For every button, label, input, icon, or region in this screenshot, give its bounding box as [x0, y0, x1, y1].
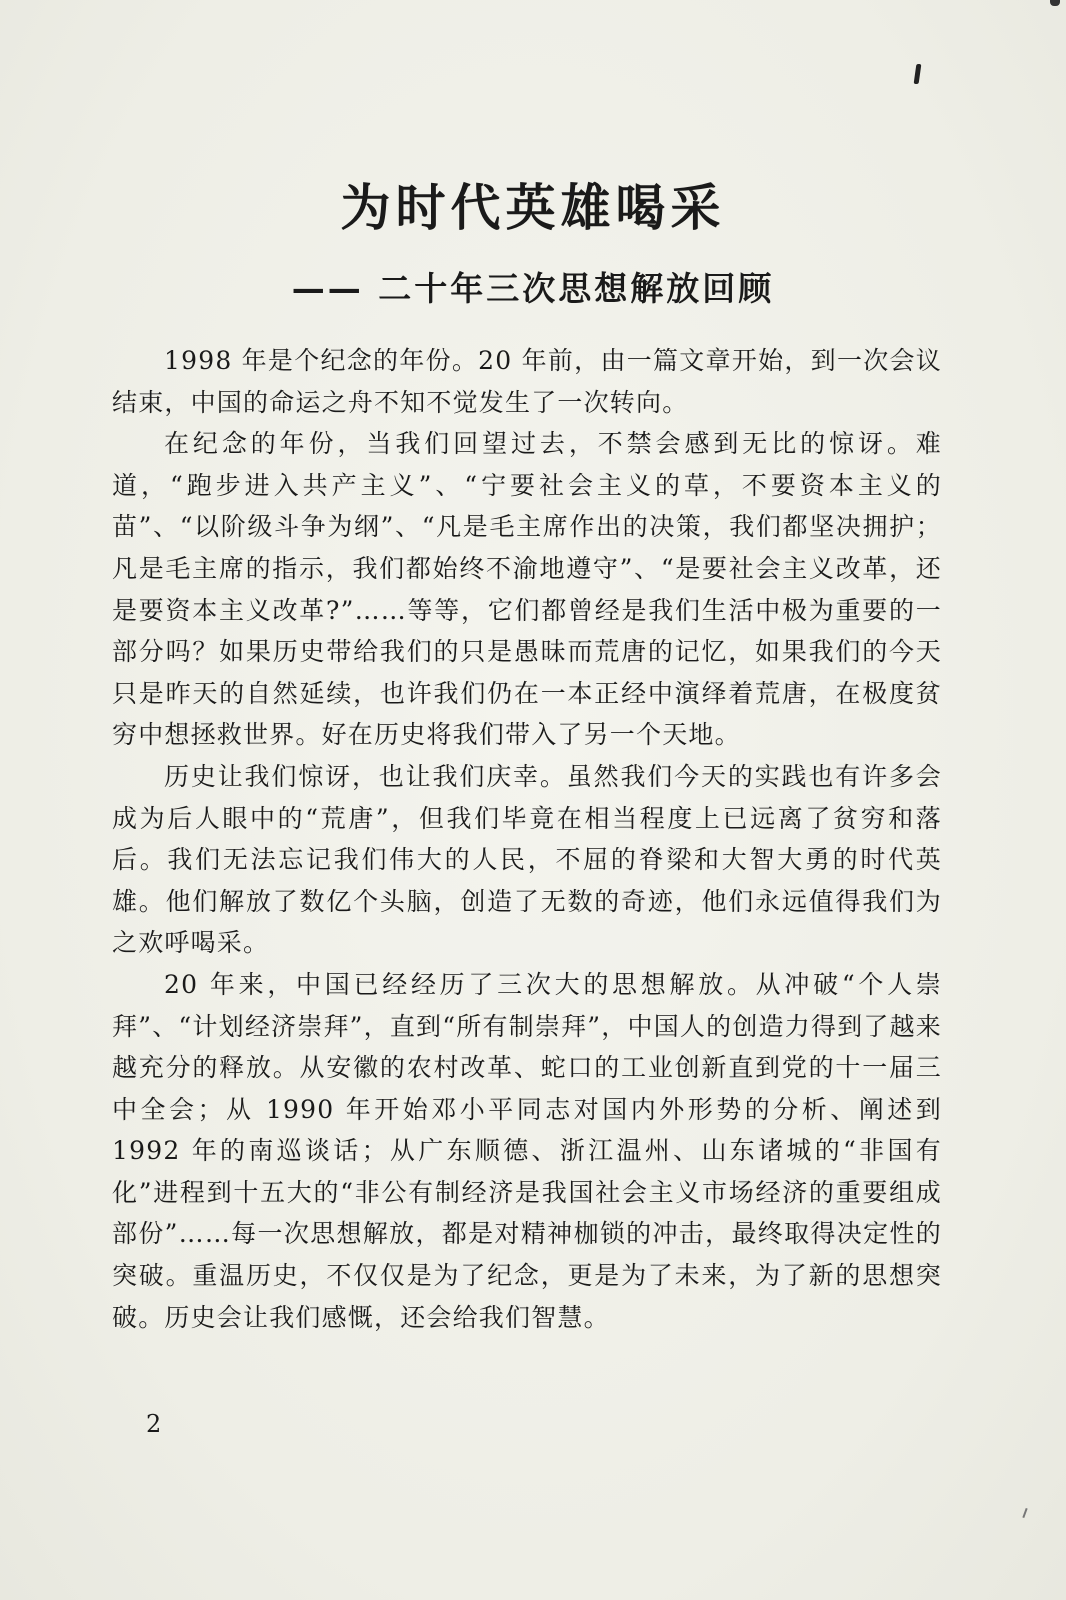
scan-corner-mark [1050, 0, 1060, 6]
paragraph: 1998 年是个纪念的年份。20 年前，由一篇文章开始，到一次会议结束，中国的命运之舟不知不觉发生了一次转向。 [112, 346, 942, 417]
paragraph: 在纪念的年份，当我们回望过去，不禁会感到无比的惊讶。难道，“跑步进入共产主义”、“宁要社会主义的草，不要资本主义的苗”、“以阶级斗争为纲”、“凡是毛主席作出的决策，我们都坚决拥护；凡是毛主席的指示，我们都始终不渝地遵守”、“是要社会主义改革，还是要资本主义改革?”……等等，它们都曾经是我们生活中极为重要的一部分吗？如果历史带给我们的只是愚昧而荒唐的记忆，如果我们的今天只是昨天的自然延续，也许我们仍在一本正经中演绎着荒唐，在极度贫穷中想拯救世界。好在历史将我们带入了另一个天地。 [112, 429, 942, 750]
page-number: 2 [146, 1410, 162, 1438]
article-body [112, 340, 942, 1338]
paragraph: 历史让我们惊讶，也让我们庆幸。虽然我们今天的实践也有许多会成为后人眼中的“荒唐”，但我们毕竟在相当程度上已远离了贫穷和落后。我们无法忘记我们伟大的人民，不屈的脊梁和大智大勇的时代英雄。他们解放了数亿个头脑，创造了无数的奇迹，他们永远值得我们为之欢呼喝采。 [112, 761, 942, 958]
paragraph: 20 年来，中国已经经历了三次大的思想解放。从冲破“个人崇拜”、“计划经济崇拜”，直到“所有制崇拜”，中国人的创造力得到了越来越充分的释放。从安徽的农村改革、蛇口的工业创新直到党的十一届三中全会；从 1990 年开始邓小平同志对国内外形势的分析、阐述到 1992 年的南巡谈话；从广东顺德、浙江温州、山东诸城的“非国有化”进程到十五大的“非公有制经济是我国社会主义市场经济的重要组成部份”……每一次思想解放，都是对精神枷锁的冲击，最终取得决定性的突破。重温历史，不仅仅是为了纪念，更是为了未来，为了新的思想突破。历史会让我们感慨，还会给我们智慧。 [112, 969, 942, 1332]
scan-speck [1022, 1508, 1027, 1518]
page-title: 为时代英雄喝采 [340, 179, 726, 237]
scan-edge-mark [914, 64, 922, 84]
page-subtitle: —— 二十年三次思想解放回顾 [291, 269, 775, 308]
